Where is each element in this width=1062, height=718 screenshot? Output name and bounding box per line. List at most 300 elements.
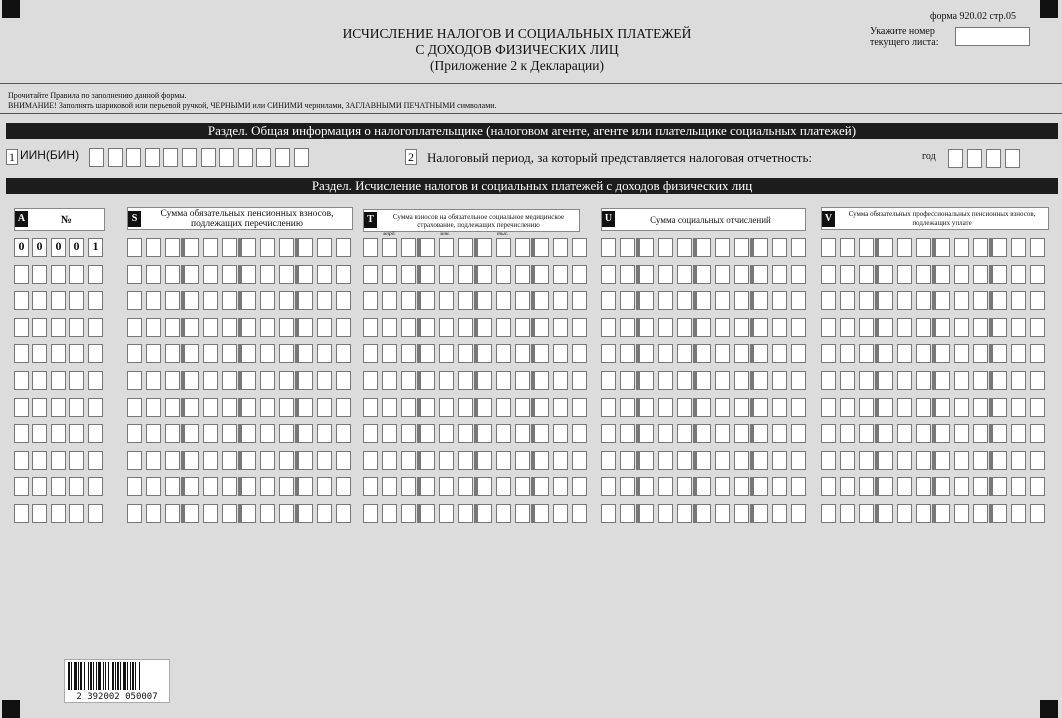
row-number-cell[interactable] <box>14 291 29 310</box>
pension-amount-cell[interactable] <box>165 504 180 523</box>
row-number-cell[interactable] <box>69 477 84 496</box>
social-amount-cell[interactable] <box>677 398 692 417</box>
row-number-cell[interactable] <box>88 504 103 523</box>
prof-pension-amount-cell[interactable] <box>954 451 969 470</box>
row-number-cell[interactable] <box>69 318 84 337</box>
social-amount-cell[interactable] <box>677 291 692 310</box>
prof-pension-amount-cell[interactable] <box>1030 504 1045 523</box>
prof-pension-amount-cell[interactable] <box>954 318 969 337</box>
medical-amount-cell[interactable] <box>534 265 549 284</box>
prof-pension-amount-cell[interactable] <box>954 291 969 310</box>
social-amount-cell[interactable] <box>715 344 730 363</box>
medical-amount-cell[interactable] <box>496 424 511 443</box>
medical-amount-cell[interactable] <box>477 504 492 523</box>
prof-pension-amount-cell[interactable] <box>897 477 912 496</box>
medical-amount-cell[interactable] <box>420 424 435 443</box>
medical-amount-cell[interactable] <box>401 424 416 443</box>
pension-amount-cell[interactable] <box>260 344 275 363</box>
medical-amount-cell[interactable] <box>458 291 473 310</box>
prof-pension-amount-cell[interactable] <box>916 291 931 310</box>
prof-pension-amount-cell[interactable] <box>935 318 950 337</box>
pension-amount-cell[interactable] <box>279 291 294 310</box>
prof-pension-amount-cell[interactable] <box>897 371 912 390</box>
prof-pension-amount-cell[interactable] <box>821 291 836 310</box>
iin-digit-cell[interactable] <box>145 148 160 167</box>
social-amount-cell[interactable] <box>753 477 768 496</box>
prof-pension-amount-cell[interactable] <box>973 318 988 337</box>
social-amount-cell[interactable] <box>791 398 806 417</box>
social-amount-cell[interactable] <box>658 398 673 417</box>
pension-amount-cell[interactable] <box>298 371 313 390</box>
social-amount-cell[interactable] <box>658 477 673 496</box>
prof-pension-amount-cell[interactable] <box>840 265 855 284</box>
prof-pension-amount-cell[interactable] <box>1011 318 1026 337</box>
social-amount-cell[interactable] <box>715 424 730 443</box>
social-amount-cell[interactable] <box>620 238 635 257</box>
row-number-cell[interactable] <box>51 318 66 337</box>
pension-amount-cell[interactable] <box>203 291 218 310</box>
pension-amount-cell[interactable] <box>146 371 161 390</box>
prof-pension-amount-cell[interactable] <box>1011 238 1026 257</box>
social-amount-cell[interactable] <box>677 344 692 363</box>
row-number-cell[interactable]: 0 <box>51 238 66 257</box>
prof-pension-amount-cell[interactable] <box>992 318 1007 337</box>
social-amount-cell[interactable] <box>772 398 787 417</box>
medical-amount-cell[interactable] <box>534 424 549 443</box>
social-amount-cell[interactable] <box>639 424 654 443</box>
social-amount-cell[interactable] <box>601 318 616 337</box>
pension-amount-cell[interactable] <box>127 371 142 390</box>
medical-amount-cell[interactable] <box>382 265 397 284</box>
medical-amount-cell[interactable] <box>363 504 378 523</box>
medical-amount-cell[interactable] <box>553 477 568 496</box>
pension-amount-cell[interactable] <box>298 424 313 443</box>
medical-amount-cell[interactable] <box>363 291 378 310</box>
pension-amount-cell[interactable] <box>260 424 275 443</box>
pension-amount-cell[interactable] <box>336 265 351 284</box>
prof-pension-amount-cell[interactable] <box>973 451 988 470</box>
medical-amount-cell[interactable] <box>477 291 492 310</box>
pension-amount-cell[interactable] <box>260 291 275 310</box>
prof-pension-amount-cell[interactable] <box>916 265 931 284</box>
social-amount-cell[interactable] <box>772 238 787 257</box>
social-amount-cell[interactable] <box>753 504 768 523</box>
prof-pension-amount-cell[interactable] <box>935 424 950 443</box>
social-amount-cell[interactable] <box>601 424 616 443</box>
medical-amount-cell[interactable] <box>363 265 378 284</box>
medical-amount-cell[interactable] <box>534 291 549 310</box>
iin-digit-cell[interactable] <box>275 148 290 167</box>
prof-pension-amount-cell[interactable] <box>992 477 1007 496</box>
row-number-cell[interactable] <box>51 291 66 310</box>
social-amount-cell[interactable] <box>696 371 711 390</box>
prof-pension-amount-cell[interactable] <box>878 424 893 443</box>
prof-pension-amount-cell[interactable] <box>916 344 931 363</box>
pension-amount-cell[interactable] <box>222 424 237 443</box>
prof-pension-amount-cell[interactable] <box>897 318 912 337</box>
row-number-cell[interactable] <box>88 451 103 470</box>
social-amount-cell[interactable] <box>753 371 768 390</box>
row-number-cell[interactable] <box>51 504 66 523</box>
row-number-cell[interactable] <box>14 265 29 284</box>
medical-amount-cell[interactable] <box>553 344 568 363</box>
medical-amount-cell[interactable] <box>458 265 473 284</box>
medical-amount-cell[interactable] <box>496 398 511 417</box>
medical-amount-cell[interactable] <box>382 504 397 523</box>
pension-amount-cell[interactable] <box>222 344 237 363</box>
prof-pension-amount-cell[interactable] <box>1011 477 1026 496</box>
pension-amount-cell[interactable] <box>336 477 351 496</box>
social-amount-cell[interactable] <box>791 291 806 310</box>
row-number-cell[interactable] <box>51 451 66 470</box>
prof-pension-amount-cell[interactable] <box>897 451 912 470</box>
medical-amount-cell[interactable] <box>420 238 435 257</box>
row-number-cell[interactable] <box>69 504 84 523</box>
medical-amount-cell[interactable] <box>553 238 568 257</box>
pension-amount-cell[interactable] <box>241 451 256 470</box>
prof-pension-amount-cell[interactable] <box>935 504 950 523</box>
pension-amount-cell[interactable] <box>279 398 294 417</box>
prof-pension-amount-cell[interactable] <box>840 291 855 310</box>
medical-amount-cell[interactable] <box>382 291 397 310</box>
medical-amount-cell[interactable] <box>515 451 530 470</box>
iin-digit-cell[interactable] <box>238 148 253 167</box>
social-amount-cell[interactable] <box>620 291 635 310</box>
pension-amount-cell[interactable] <box>222 371 237 390</box>
prof-pension-amount-cell[interactable] <box>821 504 836 523</box>
row-number-cell[interactable] <box>69 398 84 417</box>
social-amount-cell[interactable] <box>772 451 787 470</box>
social-amount-cell[interactable] <box>772 318 787 337</box>
social-amount-cell[interactable] <box>677 424 692 443</box>
social-amount-cell[interactable] <box>791 451 806 470</box>
row-number-cell[interactable] <box>88 398 103 417</box>
medical-amount-cell[interactable] <box>439 398 454 417</box>
prof-pension-amount-cell[interactable] <box>916 451 931 470</box>
pension-amount-cell[interactable] <box>184 265 199 284</box>
pension-amount-cell[interactable] <box>127 424 142 443</box>
medical-amount-cell[interactable] <box>477 371 492 390</box>
iin-digit-cell[interactable] <box>182 148 197 167</box>
medical-amount-cell[interactable] <box>553 265 568 284</box>
social-amount-cell[interactable] <box>734 504 749 523</box>
prof-pension-amount-cell[interactable] <box>992 291 1007 310</box>
row-number-cell[interactable] <box>14 344 29 363</box>
medical-amount-cell[interactable] <box>534 451 549 470</box>
medical-amount-cell[interactable] <box>458 451 473 470</box>
social-amount-cell[interactable] <box>715 291 730 310</box>
social-amount-cell[interactable] <box>772 477 787 496</box>
medical-amount-cell[interactable] <box>363 344 378 363</box>
pension-amount-cell[interactable] <box>184 504 199 523</box>
prof-pension-amount-cell[interactable] <box>840 424 855 443</box>
pension-amount-cell[interactable] <box>336 451 351 470</box>
pension-amount-cell[interactable] <box>317 504 332 523</box>
pension-amount-cell[interactable] <box>336 424 351 443</box>
pension-amount-cell[interactable] <box>222 398 237 417</box>
social-amount-cell[interactable] <box>601 291 616 310</box>
pension-amount-cell[interactable] <box>127 451 142 470</box>
social-amount-cell[interactable] <box>696 451 711 470</box>
pension-amount-cell[interactable] <box>203 451 218 470</box>
social-amount-cell[interactable] <box>639 318 654 337</box>
social-amount-cell[interactable] <box>715 451 730 470</box>
row-number-cell[interactable]: 0 <box>14 238 29 257</box>
prof-pension-amount-cell[interactable] <box>1011 504 1026 523</box>
social-amount-cell[interactable] <box>734 291 749 310</box>
prof-pension-amount-cell[interactable] <box>935 291 950 310</box>
social-amount-cell[interactable] <box>639 504 654 523</box>
medical-amount-cell[interactable] <box>477 398 492 417</box>
iin-digit-cell[interactable] <box>294 148 309 167</box>
row-number-cell[interactable] <box>69 424 84 443</box>
social-amount-cell[interactable] <box>601 371 616 390</box>
pension-amount-cell[interactable] <box>336 238 351 257</box>
pension-amount-cell[interactable] <box>279 477 294 496</box>
social-amount-cell[interactable] <box>734 477 749 496</box>
prof-pension-amount-cell[interactable] <box>840 371 855 390</box>
prof-pension-amount-cell[interactable] <box>1011 424 1026 443</box>
prof-pension-amount-cell[interactable] <box>897 398 912 417</box>
medical-amount-cell[interactable] <box>363 398 378 417</box>
social-amount-cell[interactable] <box>791 504 806 523</box>
prof-pension-amount-cell[interactable] <box>878 398 893 417</box>
medical-amount-cell[interactable] <box>553 318 568 337</box>
prof-pension-amount-cell[interactable] <box>878 504 893 523</box>
pension-amount-cell[interactable] <box>298 477 313 496</box>
social-amount-cell[interactable] <box>715 238 730 257</box>
row-number-cell[interactable] <box>69 371 84 390</box>
pension-amount-cell[interactable] <box>165 451 180 470</box>
pension-amount-cell[interactable] <box>317 265 332 284</box>
prof-pension-amount-cell[interactable] <box>821 371 836 390</box>
social-amount-cell[interactable] <box>658 451 673 470</box>
social-amount-cell[interactable] <box>658 371 673 390</box>
row-number-cell[interactable] <box>32 371 47 390</box>
iin-digit-cell[interactable] <box>89 148 104 167</box>
pension-amount-cell[interactable] <box>279 265 294 284</box>
pension-amount-cell[interactable] <box>241 371 256 390</box>
row-number-cell[interactable]: 0 <box>69 238 84 257</box>
prof-pension-amount-cell[interactable] <box>859 318 874 337</box>
row-number-cell[interactable] <box>88 265 103 284</box>
medical-amount-cell[interactable] <box>363 318 378 337</box>
pension-amount-cell[interactable] <box>241 265 256 284</box>
medical-amount-cell[interactable] <box>420 451 435 470</box>
medical-amount-cell[interactable] <box>363 424 378 443</box>
medical-amount-cell[interactable] <box>382 371 397 390</box>
medical-amount-cell[interactable] <box>496 344 511 363</box>
medical-amount-cell[interactable] <box>572 451 587 470</box>
social-amount-cell[interactable] <box>639 265 654 284</box>
pension-amount-cell[interactable] <box>203 424 218 443</box>
medical-amount-cell[interactable] <box>420 398 435 417</box>
prof-pension-amount-cell[interactable] <box>992 265 1007 284</box>
medical-amount-cell[interactable] <box>496 291 511 310</box>
prof-pension-amount-cell[interactable] <box>1030 318 1045 337</box>
medical-amount-cell[interactable] <box>553 504 568 523</box>
prof-pension-amount-cell[interactable] <box>1030 371 1045 390</box>
prof-pension-amount-cell[interactable] <box>954 238 969 257</box>
prof-pension-amount-cell[interactable] <box>878 238 893 257</box>
pension-amount-cell[interactable] <box>260 477 275 496</box>
prof-pension-amount-cell[interactable] <box>935 344 950 363</box>
social-amount-cell[interactable] <box>677 265 692 284</box>
social-amount-cell[interactable] <box>696 398 711 417</box>
prof-pension-amount-cell[interactable] <box>859 424 874 443</box>
social-amount-cell[interactable] <box>734 424 749 443</box>
pension-amount-cell[interactable] <box>241 477 256 496</box>
iin-digit-cell[interactable] <box>126 148 141 167</box>
pension-amount-cell[interactable] <box>184 344 199 363</box>
pension-amount-cell[interactable] <box>298 398 313 417</box>
medical-amount-cell[interactable] <box>477 265 492 284</box>
prof-pension-amount-cell[interactable] <box>935 238 950 257</box>
prof-pension-amount-cell[interactable] <box>916 371 931 390</box>
pension-amount-cell[interactable] <box>184 398 199 417</box>
prof-pension-amount-cell[interactable] <box>821 318 836 337</box>
prof-pension-amount-cell[interactable] <box>840 504 855 523</box>
medical-amount-cell[interactable] <box>553 371 568 390</box>
pension-amount-cell[interactable] <box>336 504 351 523</box>
social-amount-cell[interactable] <box>791 265 806 284</box>
medical-amount-cell[interactable] <box>382 398 397 417</box>
social-amount-cell[interactable] <box>734 398 749 417</box>
medical-amount-cell[interactable] <box>382 344 397 363</box>
sheet-number-input[interactable] <box>955 27 1030 46</box>
social-amount-cell[interactable] <box>734 371 749 390</box>
row-number-cell[interactable] <box>32 451 47 470</box>
medical-amount-cell[interactable] <box>572 238 587 257</box>
pension-amount-cell[interactable] <box>336 318 351 337</box>
pension-amount-cell[interactable] <box>165 344 180 363</box>
iin-digit-cell[interactable] <box>201 148 216 167</box>
medical-amount-cell[interactable] <box>382 477 397 496</box>
medical-amount-cell[interactable] <box>553 398 568 417</box>
medical-amount-cell[interactable] <box>534 477 549 496</box>
pension-amount-cell[interactable] <box>317 291 332 310</box>
social-amount-cell[interactable] <box>620 504 635 523</box>
social-amount-cell[interactable] <box>620 451 635 470</box>
row-number-cell[interactable] <box>14 318 29 337</box>
prof-pension-amount-cell[interactable] <box>1030 291 1045 310</box>
prof-pension-amount-cell[interactable] <box>1030 265 1045 284</box>
row-number-cell[interactable] <box>51 477 66 496</box>
pension-amount-cell[interactable] <box>317 398 332 417</box>
row-number-cell[interactable]: 1 <box>88 238 103 257</box>
prof-pension-amount-cell[interactable] <box>973 344 988 363</box>
pension-amount-cell[interactable] <box>260 398 275 417</box>
iin-digit-cell[interactable] <box>256 148 271 167</box>
pension-amount-cell[interactable] <box>146 318 161 337</box>
prof-pension-amount-cell[interactable] <box>821 424 836 443</box>
social-amount-cell[interactable] <box>658 504 673 523</box>
pension-amount-cell[interactable] <box>317 424 332 443</box>
pension-amount-cell[interactable] <box>184 291 199 310</box>
medical-amount-cell[interactable] <box>458 318 473 337</box>
medical-amount-cell[interactable] <box>515 504 530 523</box>
prof-pension-amount-cell[interactable] <box>954 371 969 390</box>
pension-amount-cell[interactable] <box>127 238 142 257</box>
pension-amount-cell[interactable] <box>336 371 351 390</box>
social-amount-cell[interactable] <box>715 398 730 417</box>
medical-amount-cell[interactable] <box>420 318 435 337</box>
medical-amount-cell[interactable] <box>515 291 530 310</box>
medical-amount-cell[interactable] <box>572 371 587 390</box>
medical-amount-cell[interactable] <box>458 371 473 390</box>
medical-amount-cell[interactable] <box>534 344 549 363</box>
medical-amount-cell[interactable] <box>534 371 549 390</box>
medical-amount-cell[interactable] <box>515 371 530 390</box>
prof-pension-amount-cell[interactable] <box>954 398 969 417</box>
social-amount-cell[interactable] <box>753 265 768 284</box>
social-amount-cell[interactable] <box>772 424 787 443</box>
pension-amount-cell[interactable] <box>336 398 351 417</box>
pension-amount-cell[interactable] <box>336 291 351 310</box>
medical-amount-cell[interactable] <box>515 344 530 363</box>
prof-pension-amount-cell[interactable] <box>973 238 988 257</box>
social-amount-cell[interactable] <box>658 318 673 337</box>
prof-pension-amount-cell[interactable] <box>897 238 912 257</box>
medical-amount-cell[interactable] <box>401 398 416 417</box>
medical-amount-cell[interactable] <box>477 344 492 363</box>
prof-pension-amount-cell[interactable] <box>954 504 969 523</box>
social-amount-cell[interactable] <box>601 238 616 257</box>
prof-pension-amount-cell[interactable] <box>1030 451 1045 470</box>
pension-amount-cell[interactable] <box>203 477 218 496</box>
medical-amount-cell[interactable] <box>420 477 435 496</box>
prof-pension-amount-cell[interactable] <box>897 504 912 523</box>
medical-amount-cell[interactable] <box>496 477 511 496</box>
row-number-cell[interactable] <box>32 344 47 363</box>
pension-amount-cell[interactable] <box>336 344 351 363</box>
pension-amount-cell[interactable] <box>317 344 332 363</box>
pension-amount-cell[interactable] <box>222 291 237 310</box>
medical-amount-cell[interactable] <box>439 371 454 390</box>
medical-amount-cell[interactable] <box>363 477 378 496</box>
row-number-cell[interactable] <box>69 344 84 363</box>
social-amount-cell[interactable] <box>639 398 654 417</box>
medical-amount-cell[interactable] <box>553 451 568 470</box>
medical-amount-cell[interactable] <box>496 504 511 523</box>
social-amount-cell[interactable] <box>620 344 635 363</box>
social-amount-cell[interactable] <box>734 451 749 470</box>
prof-pension-amount-cell[interactable] <box>935 398 950 417</box>
row-number-cell[interactable] <box>51 371 66 390</box>
row-number-cell[interactable] <box>14 451 29 470</box>
pension-amount-cell[interactable] <box>260 318 275 337</box>
pension-amount-cell[interactable] <box>165 424 180 443</box>
social-amount-cell[interactable] <box>772 265 787 284</box>
prof-pension-amount-cell[interactable] <box>954 344 969 363</box>
prof-pension-amount-cell[interactable] <box>821 398 836 417</box>
social-amount-cell[interactable] <box>639 238 654 257</box>
pension-amount-cell[interactable] <box>203 238 218 257</box>
medical-amount-cell[interactable] <box>534 238 549 257</box>
social-amount-cell[interactable] <box>658 291 673 310</box>
year-digit-cell[interactable] <box>986 149 1001 168</box>
pension-amount-cell[interactable] <box>222 318 237 337</box>
row-number-cell[interactable] <box>69 451 84 470</box>
row-number-cell[interactable] <box>32 265 47 284</box>
medical-amount-cell[interactable] <box>515 398 530 417</box>
social-amount-cell[interactable] <box>639 344 654 363</box>
medical-amount-cell[interactable] <box>420 504 435 523</box>
medical-amount-cell[interactable] <box>534 318 549 337</box>
medical-amount-cell[interactable] <box>439 477 454 496</box>
social-amount-cell[interactable] <box>734 265 749 284</box>
row-number-cell[interactable] <box>88 424 103 443</box>
